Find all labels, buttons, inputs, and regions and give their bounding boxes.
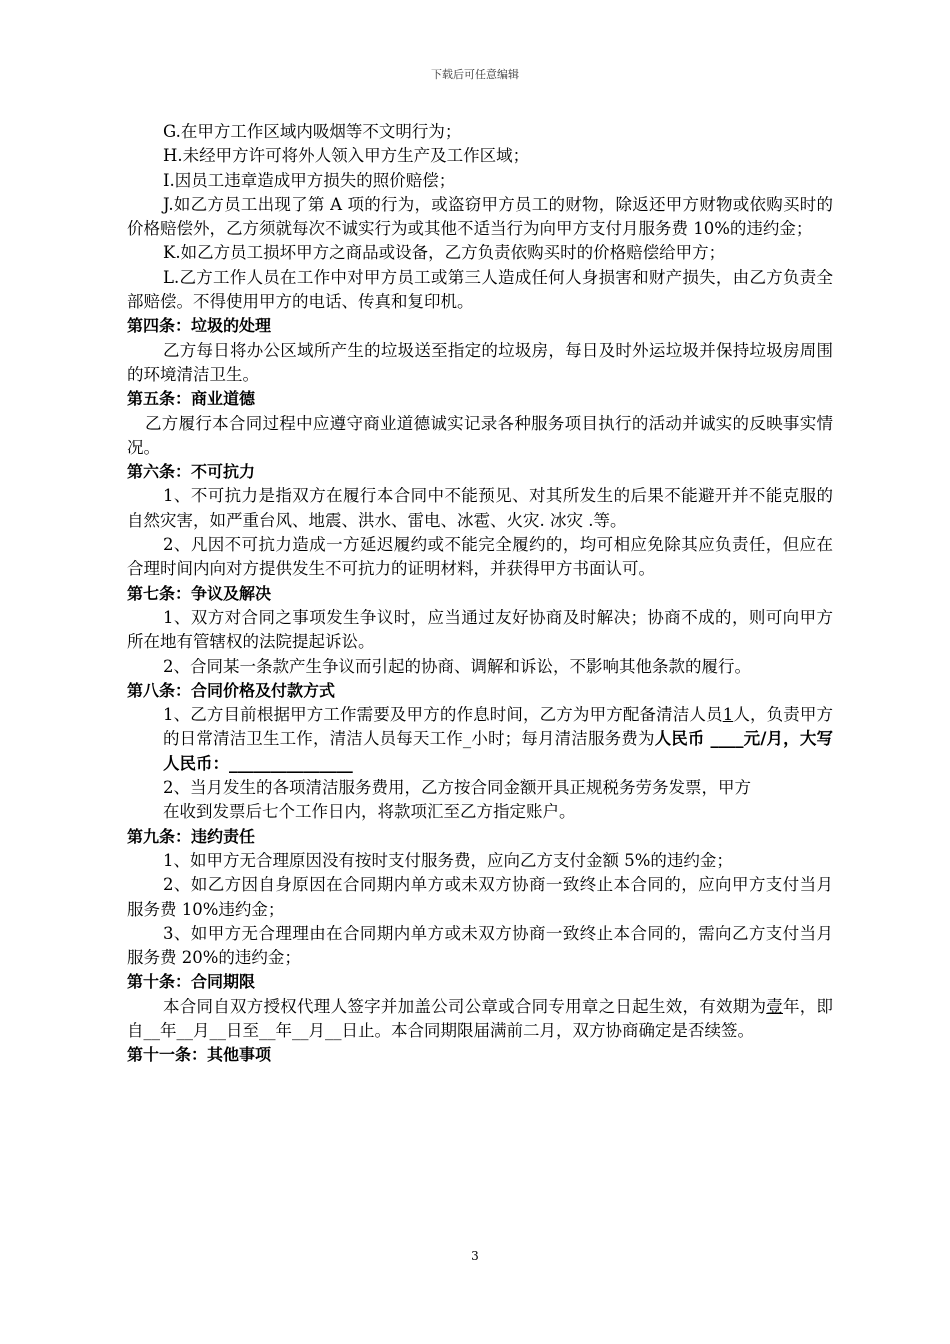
cleaner-count: 1 bbox=[722, 705, 734, 725]
document-body bbox=[127, 120, 833, 1068]
section-8-para-1-text-a: 1、乙方目前根据甲方工作需要及甲方的作息时间，乙方为甲方配备清洁人员 bbox=[163, 705, 723, 725]
section-4-title: 第四条：垃圾的处理 bbox=[127, 316, 272, 336]
section-10-para bbox=[127, 995, 833, 1044]
section-7-title: 第七条：争议及解决 bbox=[127, 583, 272, 603]
section-6-para-2: 2、凡因不可抗力造成一方延迟履约或不能完全履约的，均可相应免除其应负责任，但应在合理时间内向对方提供发生不可抗力的证明材料，并获得甲方书面认可。 bbox=[127, 535, 833, 579]
section-10-title: 第十条：合同期限 bbox=[127, 972, 256, 992]
section-9-para-3: 3、如甲方无合理理由在合同期内单方或未双方协商一致终止本合同的，需向乙方支付当月服务费 20%的违约金； bbox=[127, 923, 833, 968]
section-6-para-1: 1、不可抗力是指双方在履行本合同中不能预见、对其所发生的后果不能避开并不能克服的自然灾害，如严重台风、地震、洪水、雷电、冰雹、火灾. 冰灾 .等。 bbox=[127, 486, 833, 530]
section-8-para-1-text-b: 人，负责甲方的日常清洁卫生工作，清洁人员每天工作_小时；每月清洁服务费为 bbox=[163, 705, 834, 749]
section-5-title: 第五条：商业道德 bbox=[127, 389, 256, 409]
section-9-para-2: 2、如乙方因自身原因在合同期内单方或未双方协商一致终止本合同的，应向甲方支付当月服务费 10%违约金； bbox=[127, 875, 833, 919]
section-6-title: 第六条：不可抗力 bbox=[127, 462, 256, 482]
section-9-title: 第九条：违约责任 bbox=[127, 826, 256, 846]
clause-l: L.乙方工作人员在工作中对甲方员工或第三人造成任何人身损害和财产损失，由乙方负责全部赔偿。不得使用甲方的电话、传真和复印机。 bbox=[127, 267, 833, 312]
contract-term: 壹 bbox=[766, 996, 783, 1016]
clause-g: G.在甲方工作区域内吸烟等不文明行为； bbox=[163, 122, 462, 141]
section-11-title: 第十一条：其他事项 bbox=[127, 1045, 272, 1065]
section-4-para: 乙方每日将办公区域所产生的垃圾送至指定的垃圾房，每日及时外运垃圾并保持垃圾房周围的环境清洁卫生。 bbox=[127, 340, 833, 384]
clause-i: I.因员工违章造成甲方损失的照价赔偿； bbox=[163, 170, 456, 190]
section-5-para: 乙方履行本合同过程中应遵守商业道德诚实记录各种服务项目执行的活动并诚实的反映事实情况。 bbox=[127, 413, 833, 457]
section-8-para-1 bbox=[127, 703, 833, 776]
section-10-text-b: 年，即自__年__月__日至__年__月__日止。本合同期限届满前二月，双方协商确定是否续签。 bbox=[127, 996, 834, 1040]
clause-k: K.如乙方员工损坏甲方之商品或设备，乙方负责依购买时的价格赔偿给甲方； bbox=[163, 243, 726, 263]
fee-amount-blank: 人民币 ____元/月，大写人民币：_______________ bbox=[163, 729, 833, 773]
clause-h: H.未经甲方许可将外人领入甲方生产及工作区域； bbox=[163, 146, 530, 166]
clause-j: J.如乙方员工出现了第 A 项的行为，或盗窃甲方员工的财物，除返还甲方财物或依购买时的价格赔偿外，乙方须就每次不诚实行为或其他不适当行为向甲方支付月服务费 10%的违约金； bbox=[127, 194, 833, 239]
section-8-para-3: 在收到发票后七个工作日内，将款项汇至乙方指定账户。 bbox=[163, 802, 576, 822]
section-7-para-2: 2、合同某一条款产生争议而引起的协商、调解和诉讼，不影响其他条款的履行。 bbox=[163, 656, 751, 676]
section-7-para-1: 1、双方对合同之事项发生争议时，应当通过友好协商及时解决；协商不成的，则可向甲方所在地有管辖权的法院提起诉讼。 bbox=[127, 607, 833, 652]
section-10-text-a: 本合同自双方授权代理人签字并加盖公司公章或合同专用章之日起生效，有效期为 bbox=[163, 996, 767, 1016]
page-number: 3 bbox=[471, 1249, 479, 1263]
page-header: 下载后可任意编辑 bbox=[431, 68, 519, 81]
section-9-para-1: 1、如甲方无合理原因没有按时支付服务费，应向乙方支付金额 5%的违约金； bbox=[163, 850, 733, 870]
section-8-para-2: 2、当月发生的各项清洁服务费用，乙方按合同金额开具正规税务劳务发票，甲方 bbox=[163, 778, 751, 798]
section-8-title: 第八条：合同价格及付款方式 bbox=[127, 680, 336, 700]
